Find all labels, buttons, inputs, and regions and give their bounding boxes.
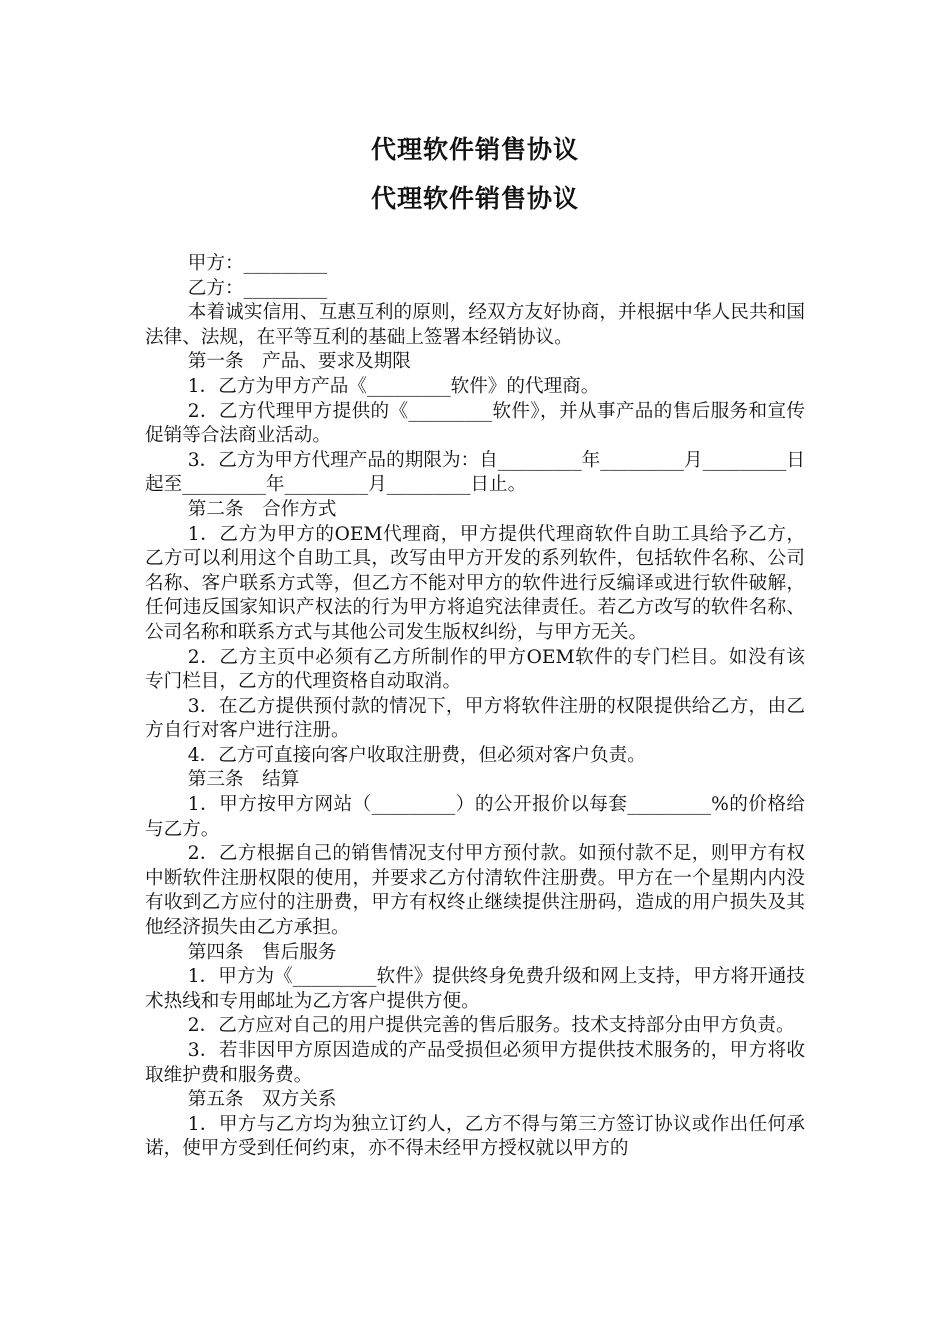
article-1-clause-1: 1．乙方为甲方产品《_________软件》的代理商。 xyxy=(187,375,600,397)
article-2-clause-1: 1．乙方为甲方的OEM代理商，甲方提供代理商软件自助工具给予乙方，乙方可以利用这个自助工具，改写由甲方开发的系列软件，包括软件名称、公司名称、客户联系方式等，但乙方不能对甲方的软件进行反编译或进行软件破解，任何违反国家知识产权法的行为甲方将追究法律责任。若乙方改写的软件名称、公司名称和联系方式与其他公司发生版权纠纷，与甲方无关。 xyxy=(145,523,805,643)
article-2-clause-4: 4．乙方可直接向客户收取注册费，但必须对客户负责。 xyxy=(187,744,646,766)
article-2-clause-3: 3．在乙方提供预付款的情况下，甲方将软件注册的权限提供给乙方，由乙方自行对客户进行注册。 xyxy=(145,695,805,742)
article-5-clause-1: 1．甲方与乙方均为独立订约人，乙方不得与第三方签订协议或作出任何承诺，使甲方受到任何约束，亦不得未经甲方授权就以甲方的 xyxy=(145,1113,805,1160)
document-subtitle: 代理软件销售协议 xyxy=(370,184,579,213)
article-1-heading: 第一条 产品、要求及期限 xyxy=(187,351,411,373)
party-b-line: 乙方：_________ xyxy=(187,277,328,299)
article-3-clause-1: 1．甲方按甲方网站（_________）的公开报价以每套_________%的价格给与乙方。 xyxy=(145,794,805,840)
preamble-paragraph: 本着诚实信用、互惠互利的原则，经双方友好协商，并根据中华人民共和国法律、法规，在平等互利的基础上签署本经销协议。 xyxy=(145,302,805,348)
article-1-clause-2: 2．乙方代理甲方提供的《_________软件》，并从事产品的售后服务和宣传促销等合法商业活动。 xyxy=(145,400,805,447)
document-body xyxy=(145,252,805,1162)
article-5-heading: 第五条 双方关系 xyxy=(187,1089,337,1111)
document-title: 代理软件销售协议 xyxy=(370,135,579,164)
party-a-line: 甲方：_________ xyxy=(187,253,328,274)
article-2-heading: 第二条 合作方式 xyxy=(187,498,337,520)
article-4-clause-3: 3．若非因甲方原因造成的产品受损但必须甲方提供技术服务的，甲方将收取维护费和服务费。 xyxy=(145,1040,805,1086)
article-4-heading: 第四条 售后服务 xyxy=(187,941,337,963)
article-4-clause-2: 2．乙方应对自己的用户提供完善的售后服务。技术支持部分由甲方负责。 xyxy=(187,1015,795,1037)
article-3-heading: 第三条 结算 xyxy=(187,769,300,791)
article-3-clause-2: 2．乙方根据自己的销售情况支付甲方预付款。如预付款不足，则甲方有权中断软件注册权限的使用，并要求乙方付清软件注册费。甲方在一个星期内内没有收到乙方应付的注册费，甲方有权终止继续提供注册码，造成的用户损失及其他经济损失由乙方承担。 xyxy=(145,843,805,939)
article-2-clause-2: 2．乙方主页中必须有乙方所制作的甲方OEM软件的专门栏目。如没有该专门栏目，乙方的代理资格自动取消。 xyxy=(145,646,805,693)
article-1-clause-3: 3．乙方为甲方代理产品的期限为：自_________年_________月_________日起至_________年_________月_________日止。 xyxy=(145,449,805,496)
article-4-clause-1: 1．甲方为《_________软件》提供终身免费升级和网上支持，甲方将开通技术热线和专用邮址为乙方客户提供方便。 xyxy=(145,966,805,1012)
